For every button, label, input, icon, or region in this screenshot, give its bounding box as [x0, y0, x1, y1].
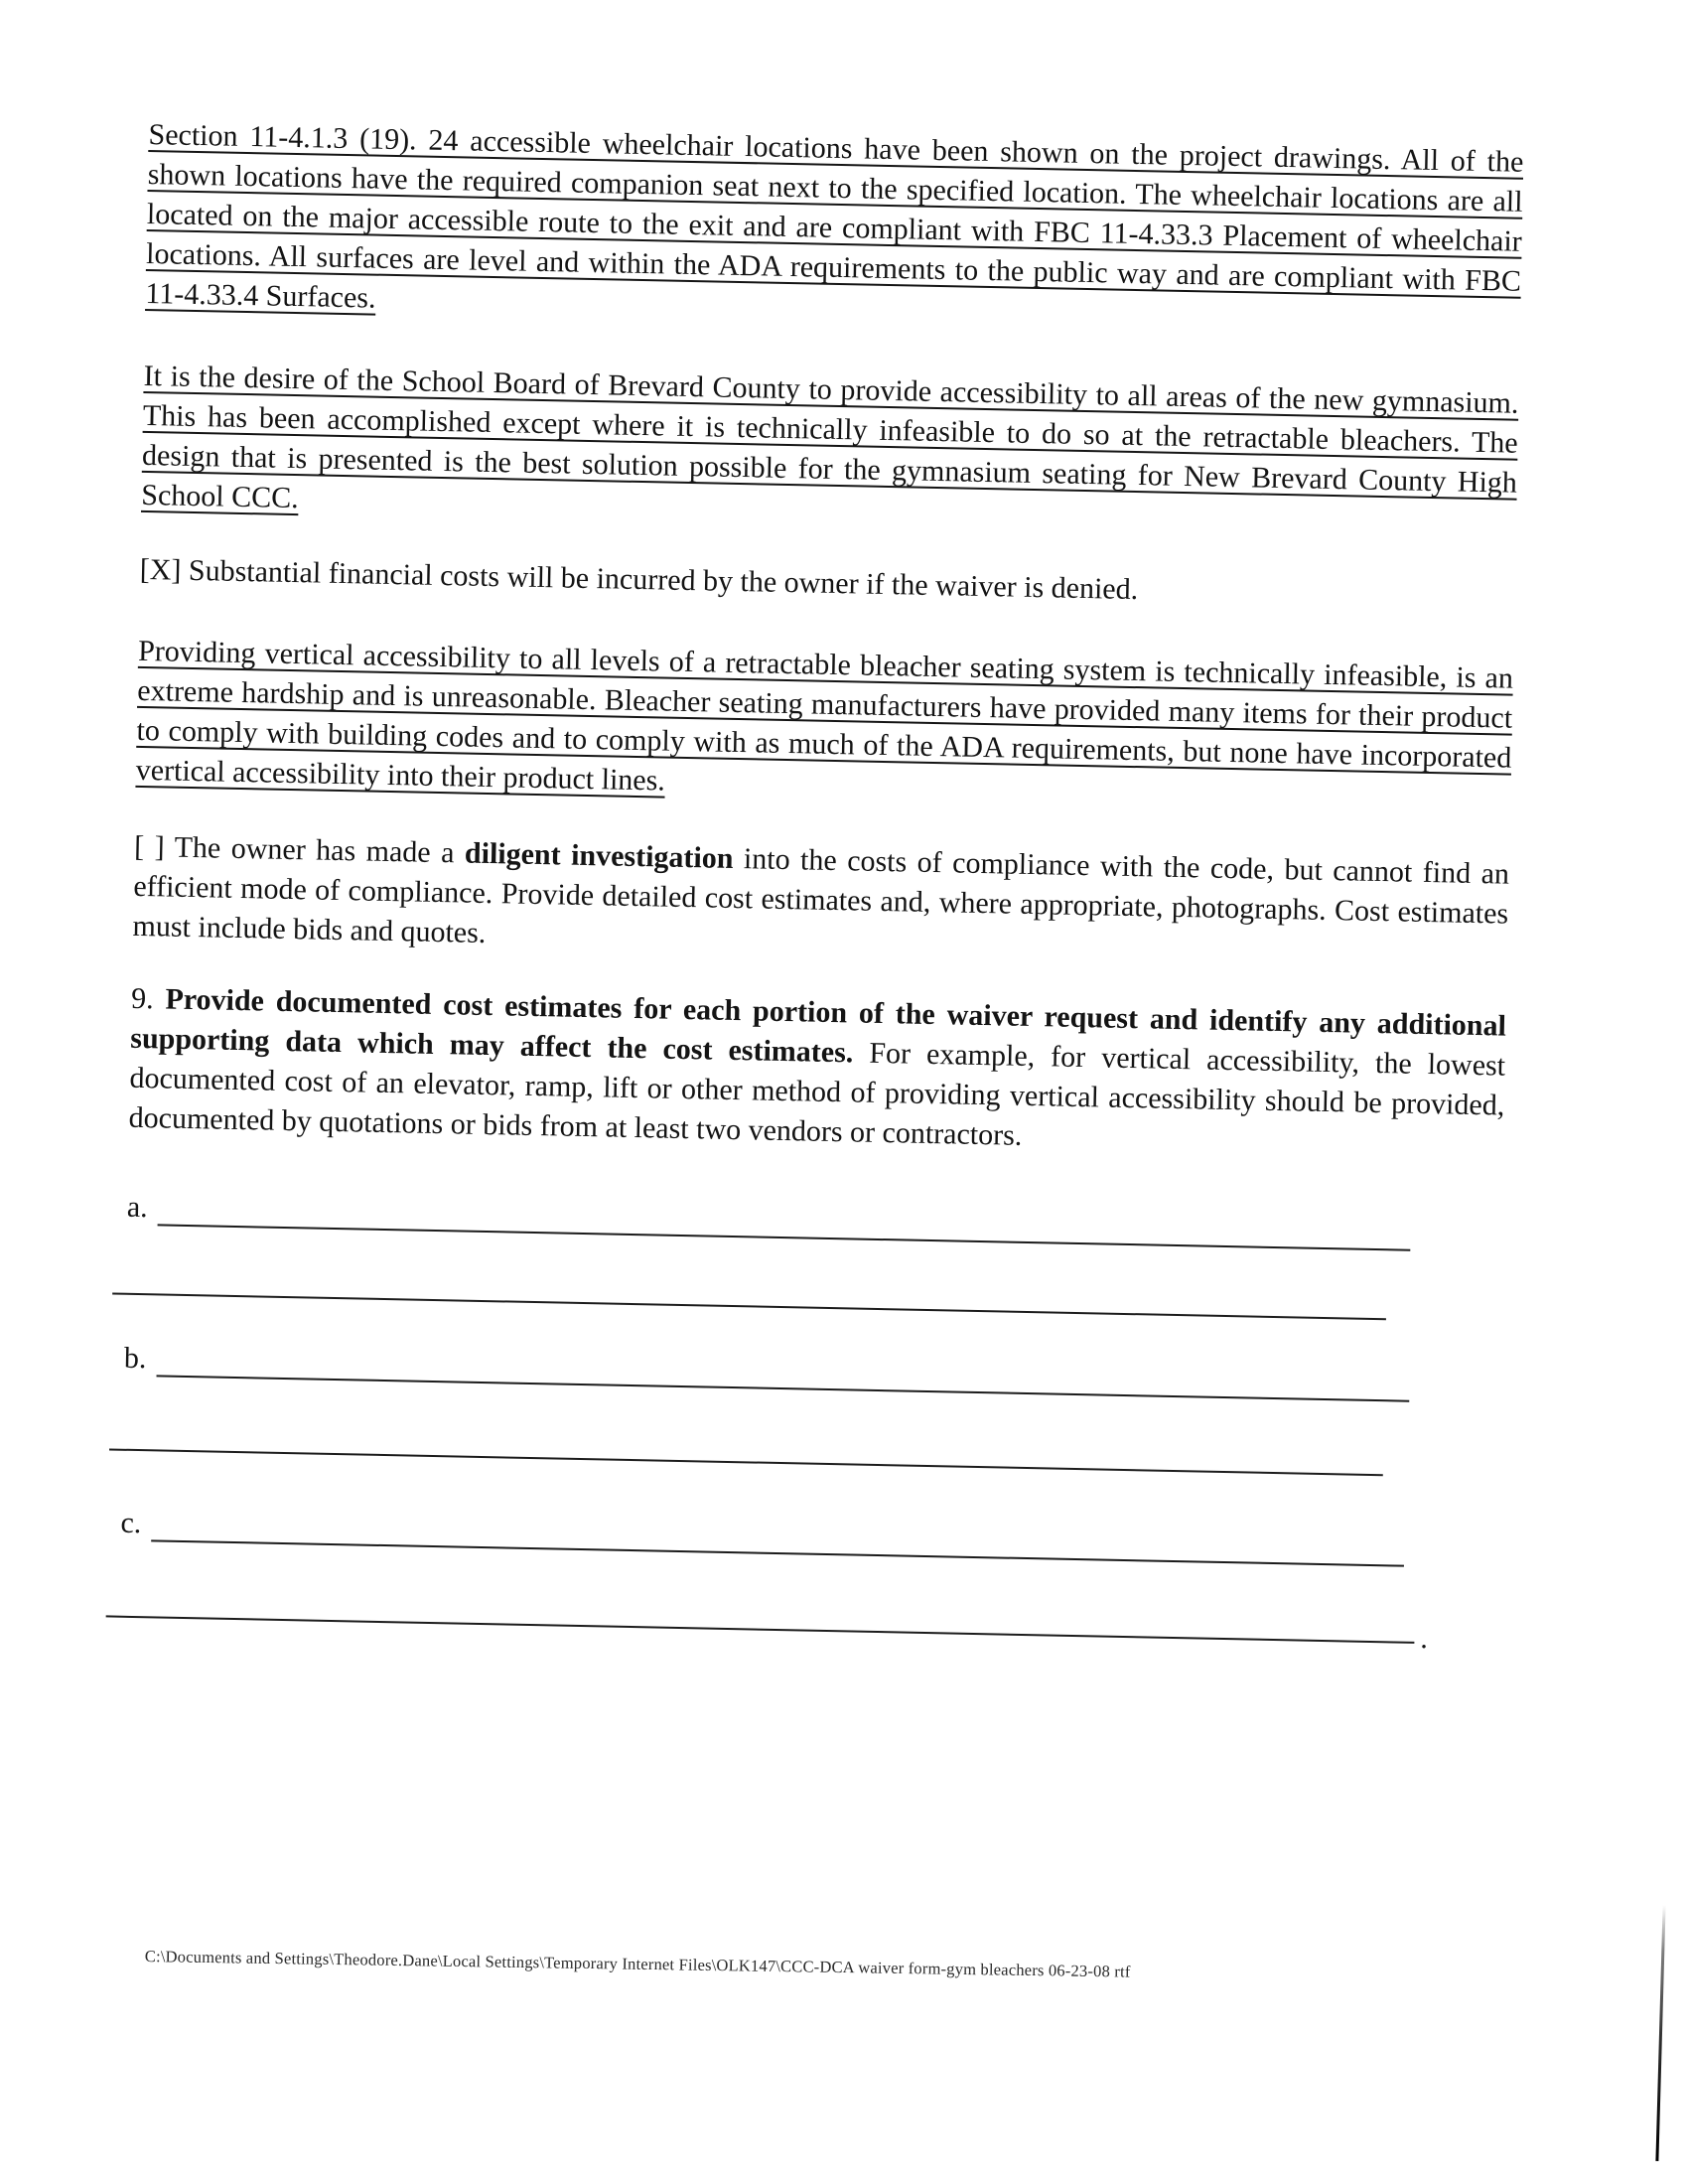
- substantial-costs-text: Substantial financial costs will be incurred by the owner if the waiver is denied.: [188, 553, 1139, 607]
- diligent-pre-text: The owner has made a: [174, 830, 455, 870]
- diligent-bold-text: diligent investigation: [464, 836, 734, 875]
- paragraph-section-11-4-1-3: Section 11-4.1.3 (19). 24 accessible wheelchair locations have been shown on the project drawings. All of the shown locations have the required companion seat next to the specified location. The wheelchair locations are all located on the major accessible route to the exit and are compliant with FBC 11-4.33.3 Placement of wheelchair locations. All surfaces are level and within the ADA requirements to the public way and are compliant with FBC 11-4.33.4 Surfaces.: [145, 117, 1524, 315]
- question-9-bold-text: Provide documented cost estimates for each portion of the waiver request and identify any additional supporting data which may affect the cost estimates.: [130, 982, 1507, 1070]
- diligent-post-text: into the costs of compliance with the code, but cannot find an efficient mode of compliance. Provide detailed cost estimates and, where appropriate, photographs. Cost estimates must include bids and quotes.: [132, 842, 1510, 949]
- answer-continuation-line-c: [106, 1615, 1415, 1643]
- paragraph-substantial-costs: [139, 550, 1515, 618]
- answer-label-c: c.: [120, 1506, 142, 1540]
- answer-label-b: b.: [123, 1341, 147, 1376]
- answer-continuation-line-a: [112, 1293, 1386, 1321]
- answer-row-a: [127, 1186, 1503, 1253]
- trailing-period: .: [1420, 1622, 1429, 1656]
- answer-label-a: a.: [126, 1190, 149, 1225]
- answer-blank-line-a: [157, 1194, 1410, 1250]
- document-body: [119, 115, 1524, 1656]
- paragraph-school-board-desire: It is the desire of the School Board of Brevard County to provide accessibility to all areas of the new gymnasium. This has been accomplished except where it is technically infeasible to do so at the retractable bleachers. The design that is presented is the best solution possible for the gymnasium seating for New Brevard County High School CCC.: [140, 359, 1519, 515]
- answer-blank-line-c: [151, 1510, 1404, 1566]
- paragraph-diligent-investigation: [132, 827, 1509, 974]
- checkbox-unchecked-mark: [ ]: [133, 829, 166, 864]
- checkbox-checked-mark: [X]: [139, 552, 182, 587]
- answer-continuation-row-c: [106, 1607, 1494, 1656]
- question-9-rest-text: For example, for vertical accessibility, the lowest documented cost of an elevator, ramp, lift or other method of providing vertical accessibility should be provided, documented by quotations or bids from at least two vendors or contractors.: [128, 1036, 1506, 1152]
- answer-row-c: [120, 1502, 1496, 1569]
- answer-continuation-line-b: [109, 1448, 1383, 1476]
- answer-row-b: [124, 1337, 1500, 1404]
- paragraph-question-9: [128, 979, 1506, 1166]
- question-9-number: 9.: [130, 981, 154, 1016]
- answer-blank-line-b: [156, 1345, 1409, 1401]
- scan-artifact-line: [1655, 1905, 1665, 2161]
- footer-file-path: C:\Documents and Settings\Theodore.Dane\Local Settings\Temporary Internet Files\OLK147\CCC-DCA waiver form-gym bleachers 06-23-08 rtf: [144, 1947, 1131, 1981]
- paragraph-vertical-accessibility: Providing vertical accessibility to all levels of a retractable bleacher seating system is technically infeasible, is an extreme hardship and is unreasonable. Bleacher seating manufacturers have provided many items for their product to comply with building codes and to comply with as much of the ADA requirements, but none have incorporated vertical accessibility into their product lines.: [135, 634, 1514, 798]
